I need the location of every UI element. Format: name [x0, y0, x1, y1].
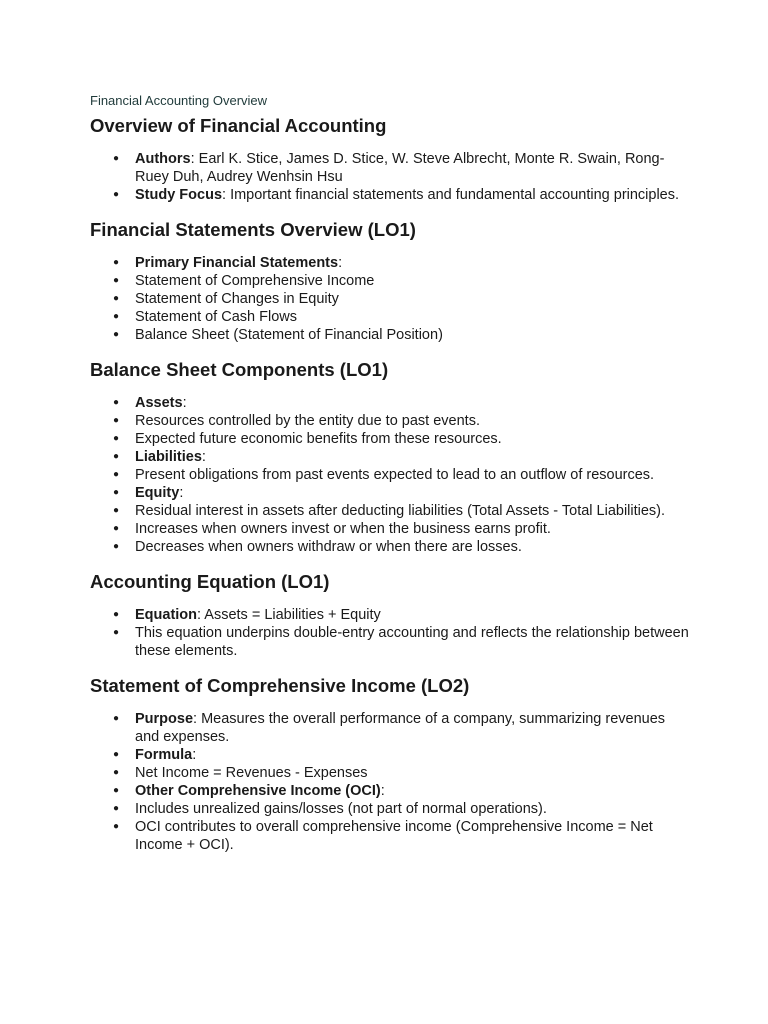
section-heading: Balance Sheet Components (LO1): [90, 359, 389, 380]
section-balance-sheet: [90, 359, 690, 556]
item-text: Includes unrealized gains/losses (not part of normal operations).: [135, 801, 547, 817]
list-item: [90, 290, 690, 308]
item-text: :: [179, 485, 184, 501]
item-text: :: [380, 783, 385, 799]
section-heading: Accounting Equation (LO1): [90, 571, 330, 592]
list-item: [90, 746, 690, 764]
item-text: : Measures the overall performance of a company, summarizing revenues and expenses.: [135, 711, 666, 745]
bullet-list: [90, 394, 690, 556]
section-heading: Statement of Comprehensive Income (LO2): [90, 675, 470, 696]
list-item: [90, 538, 690, 556]
item-text: : Important financial statements and fundamental accounting principles.: [222, 187, 680, 203]
bullet-list: [90, 606, 690, 660]
item-label: Equity: [135, 485, 180, 501]
list-item: [90, 308, 690, 326]
item-text: : Assets = Liabilities + Equity: [197, 607, 381, 623]
item-label: Liabilities: [135, 449, 202, 465]
item-text: :: [338, 255, 343, 271]
list-item: [90, 150, 690, 186]
list-item: [90, 606, 690, 624]
item-text: Increases when owners invest or when the business earns profit.: [135, 521, 551, 537]
item-text: This equation underpins double-entry accounting and reflects the relationship between these elements.: [135, 625, 689, 659]
list-item: [90, 412, 690, 430]
bullet-list: [90, 150, 690, 204]
item-label: Study Focus: [135, 187, 223, 203]
item-text: :: [192, 747, 197, 763]
bullet-list: [90, 710, 690, 854]
section-accounting-equation: [90, 571, 690, 660]
document-page: [90, 93, 690, 869]
section-comprehensive-income: [90, 675, 690, 854]
list-item: [90, 624, 690, 660]
item-text: Statement of Cash Flows: [135, 309, 297, 325]
item-text: Statement of Comprehensive Income: [135, 273, 375, 289]
item-text: :: [201, 449, 206, 465]
list-item: [90, 394, 690, 412]
list-item: [90, 448, 690, 466]
document-title: Financial Accounting Overview: [90, 93, 268, 108]
item-label: Other Comprehensive Income (OCI): [135, 783, 381, 799]
list-item: [90, 186, 690, 204]
list-item: [90, 502, 690, 520]
list-item: [90, 818, 690, 854]
section-heading: Financial Statements Overview (LO1): [90, 219, 416, 240]
list-item: [90, 272, 690, 290]
list-item: [90, 764, 690, 782]
item-text: Balance Sheet (Statement of Financial Position): [135, 327, 443, 343]
list-item: [90, 520, 690, 538]
item-label: Purpose: [135, 711, 194, 727]
item-text: Residual interest in assets after deducting liabilities (Total Assets - Total Liabilities).: [135, 503, 666, 519]
bullet-list: [90, 254, 690, 344]
item-label: Formula: [135, 747, 193, 763]
item-text: Net Income = Revenues - Expenses: [135, 765, 368, 781]
item-text: Decreases when owners withdraw or when there are losses.: [135, 539, 522, 555]
item-text: Present obligations from past events expected to lead to an outflow of resources.: [135, 467, 655, 483]
item-text: :: [182, 395, 187, 411]
item-text: OCI contributes to overall comprehensive income (Comprehensive Income = Net Income + OCI).: [135, 819, 653, 853]
list-item: [90, 800, 690, 818]
list-item: [90, 466, 690, 484]
item-label: Assets: [135, 395, 183, 411]
list-item: [90, 254, 690, 272]
item-text: Statement of Changes in Equity: [135, 291, 339, 307]
list-item: [90, 326, 690, 344]
section-heading: Overview of Financial Accounting: [90, 115, 387, 136]
list-item: [90, 484, 690, 502]
item-text: : Earl K. Stice, James D. Stice, W. Steve Albrecht, Monte R. Swain, Rong-Ruey Duh, Audrey Wenhsin Hsu: [135, 151, 665, 185]
item-text: Resources controlled by the entity due to past events.: [135, 413, 480, 429]
list-item: [90, 430, 690, 448]
section-financial-statements: [90, 219, 690, 344]
item-label: Authors: [135, 151, 191, 167]
list-item: [90, 710, 690, 746]
section-overview: [90, 115, 690, 204]
item-text: Expected future economic benefits from these resources.: [135, 431, 502, 447]
item-label: Equation: [135, 607, 198, 623]
item-label: Primary Financial Statements: [135, 255, 339, 271]
list-item: [90, 782, 690, 800]
